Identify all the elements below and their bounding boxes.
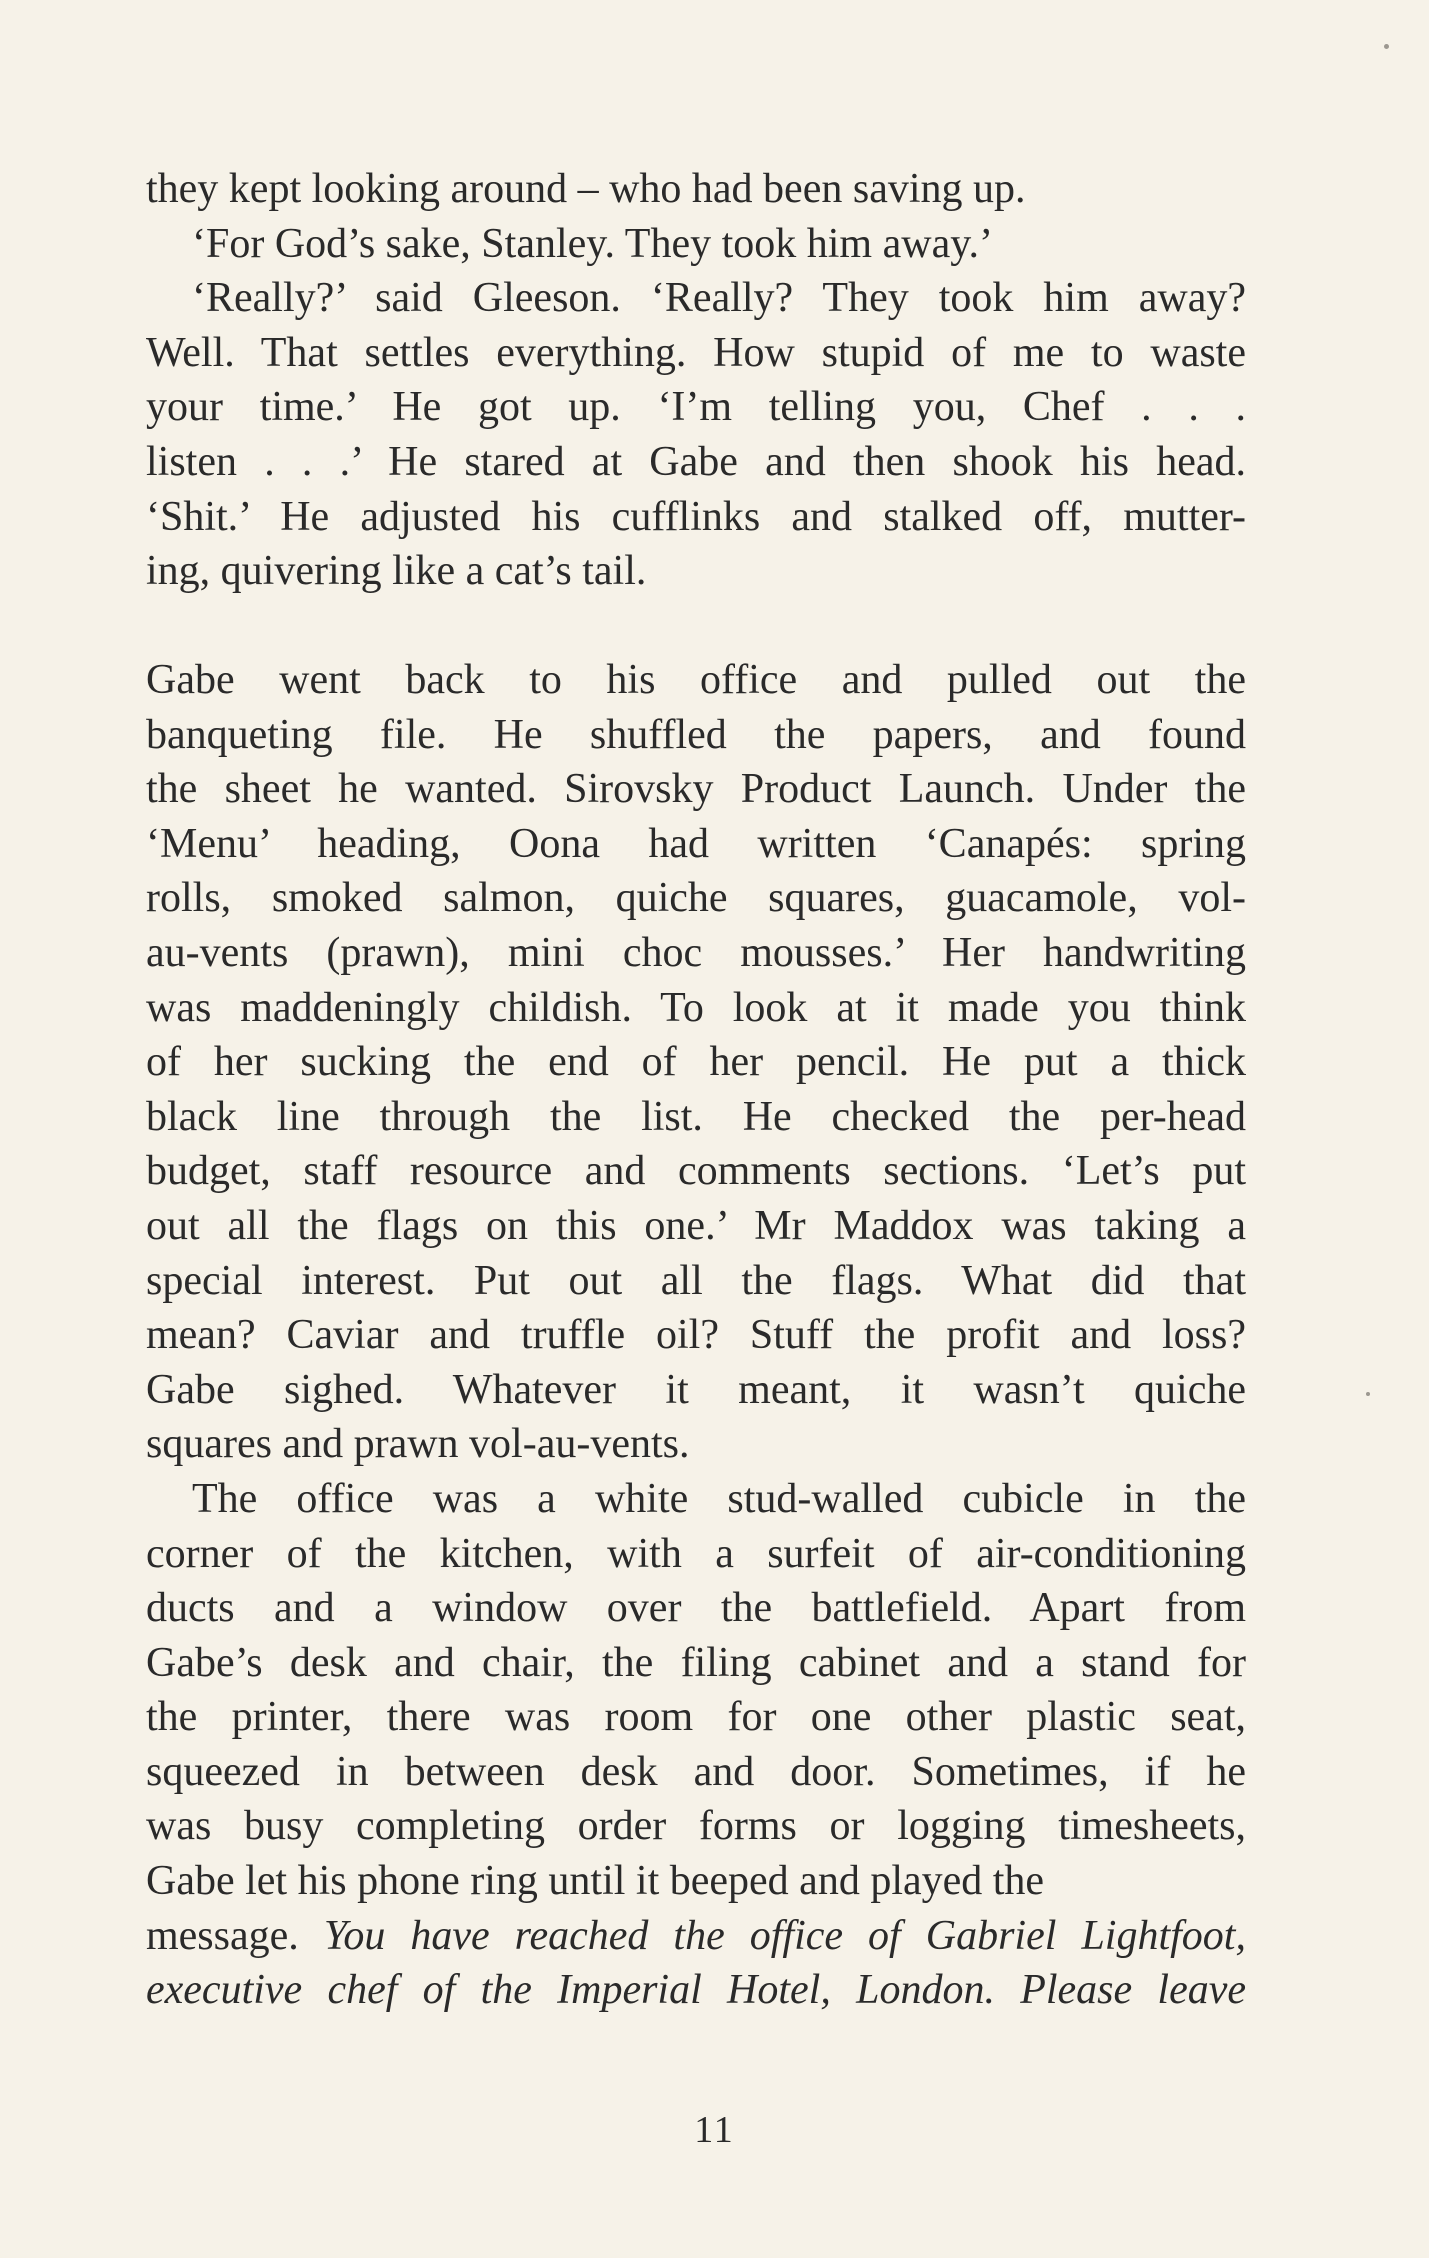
message-lead-text: message. <box>146 1912 324 1959</box>
text-line: Gabe’s desk and chair, the filing cabinet and a stand for <box>146 1639 1246 1686</box>
text-block-main <box>146 653 1246 2018</box>
text-line: Gabe sighed. Whatever it meant, it wasn’t quiche <box>146 1366 1246 1413</box>
text-line: au-vents (prawn), mini choc mousses.’ Her handwriting <box>146 929 1246 976</box>
text-line: the printer, there was room for one other plastic seat, <box>146 1694 1246 1741</box>
paragraph <box>146 217 1246 272</box>
text-line: out all the flags on this one.’ Mr Maddox was taking a <box>146 1202 1246 1249</box>
text-line: rolls, smoked salmon, quiche squares, guacamole, vol- <box>146 875 1246 922</box>
text-line: ‘For God’s sake, Stanley. They took him away.’ <box>192 220 993 267</box>
text-line: budget, staff resource and comments sections. ‘Let’s put <box>146 1148 1246 1195</box>
text-line: the sheet he wanted. Sirovsky Product Launch. Under the <box>146 766 1246 813</box>
voicemail-message-text: You have reached the office of Gabriel Lightfoot, <box>323 1912 1246 1959</box>
voicemail-message-text: executive chef of the Imperial Hotel, London. Please leave <box>146 1967 1246 2014</box>
paper-speck <box>1384 44 1389 49</box>
paragraph <box>146 271 1246 599</box>
text-line: Gabe went back to his office and pulled out the <box>146 657 1246 703</box>
text-line: your time.’ He got up. ‘I’m telling you, Chef . . . <box>146 384 1246 431</box>
page-number: 11 <box>694 2109 735 2151</box>
text-line: The office was a white stud-walled cubicle in the <box>192 1475 1246 1522</box>
text-line: special interest. Put out all the flags. What did that <box>146 1257 1246 1304</box>
text-line: squares and prawn vol-au-vents. <box>146 1421 690 1468</box>
text-line: listen . . .’ He stared at Gabe and then shook his head. <box>146 438 1246 485</box>
text-line: of her sucking the end of her pencil. He put a thick <box>146 1039 1246 1086</box>
text-line: was maddeningly childish. To look at it made you think <box>146 984 1246 1031</box>
text-line: black line through the list. He checked the per-head <box>146 1093 1246 1140</box>
text-line: Gabe let his phone ring until it beeped and played the <box>146 1858 1045 1905</box>
text-line <box>146 1909 1246 1964</box>
text-line: ‘Shit.’ He adjusted his cufflinks and stalked off, mutter- <box>146 493 1246 540</box>
text-line: mean? Caviar and truffle oil? Stuff the profit and loss? <box>146 1312 1246 1359</box>
paragraph <box>146 1472 1246 2018</box>
text-line: banqueting file. He shuffled the papers, and found <box>146 711 1246 758</box>
paper-speck <box>1366 1392 1370 1396</box>
paragraph <box>146 162 1246 217</box>
paragraph <box>146 653 1246 1472</box>
text-line: ducts and a window over the battlefield. Apart from <box>146 1585 1246 1632</box>
text-line: was busy completing order forms or logging timesheets, <box>146 1803 1246 1850</box>
text-line: Well. That settles everything. How stupid of me to waste <box>146 329 1246 376</box>
text-block-top <box>146 162 1246 599</box>
text-line: ‘Really?’ said Gleeson. ‘Really? They took him away? <box>192 275 1246 322</box>
text-line: squeezed in between desk and door. Sometimes, if he <box>146 1748 1246 1795</box>
text-line: ing, quivering like a cat’s tail. <box>146 548 647 595</box>
text-line: corner of the kitchen, with a surfeit of air-conditioning <box>146 1530 1246 1577</box>
text-line: they kept looking around – who had been saving up. <box>146 166 1026 212</box>
text-line: ‘Menu’ heading, Oona had written ‘Canapés: spring <box>146 820 1246 867</box>
